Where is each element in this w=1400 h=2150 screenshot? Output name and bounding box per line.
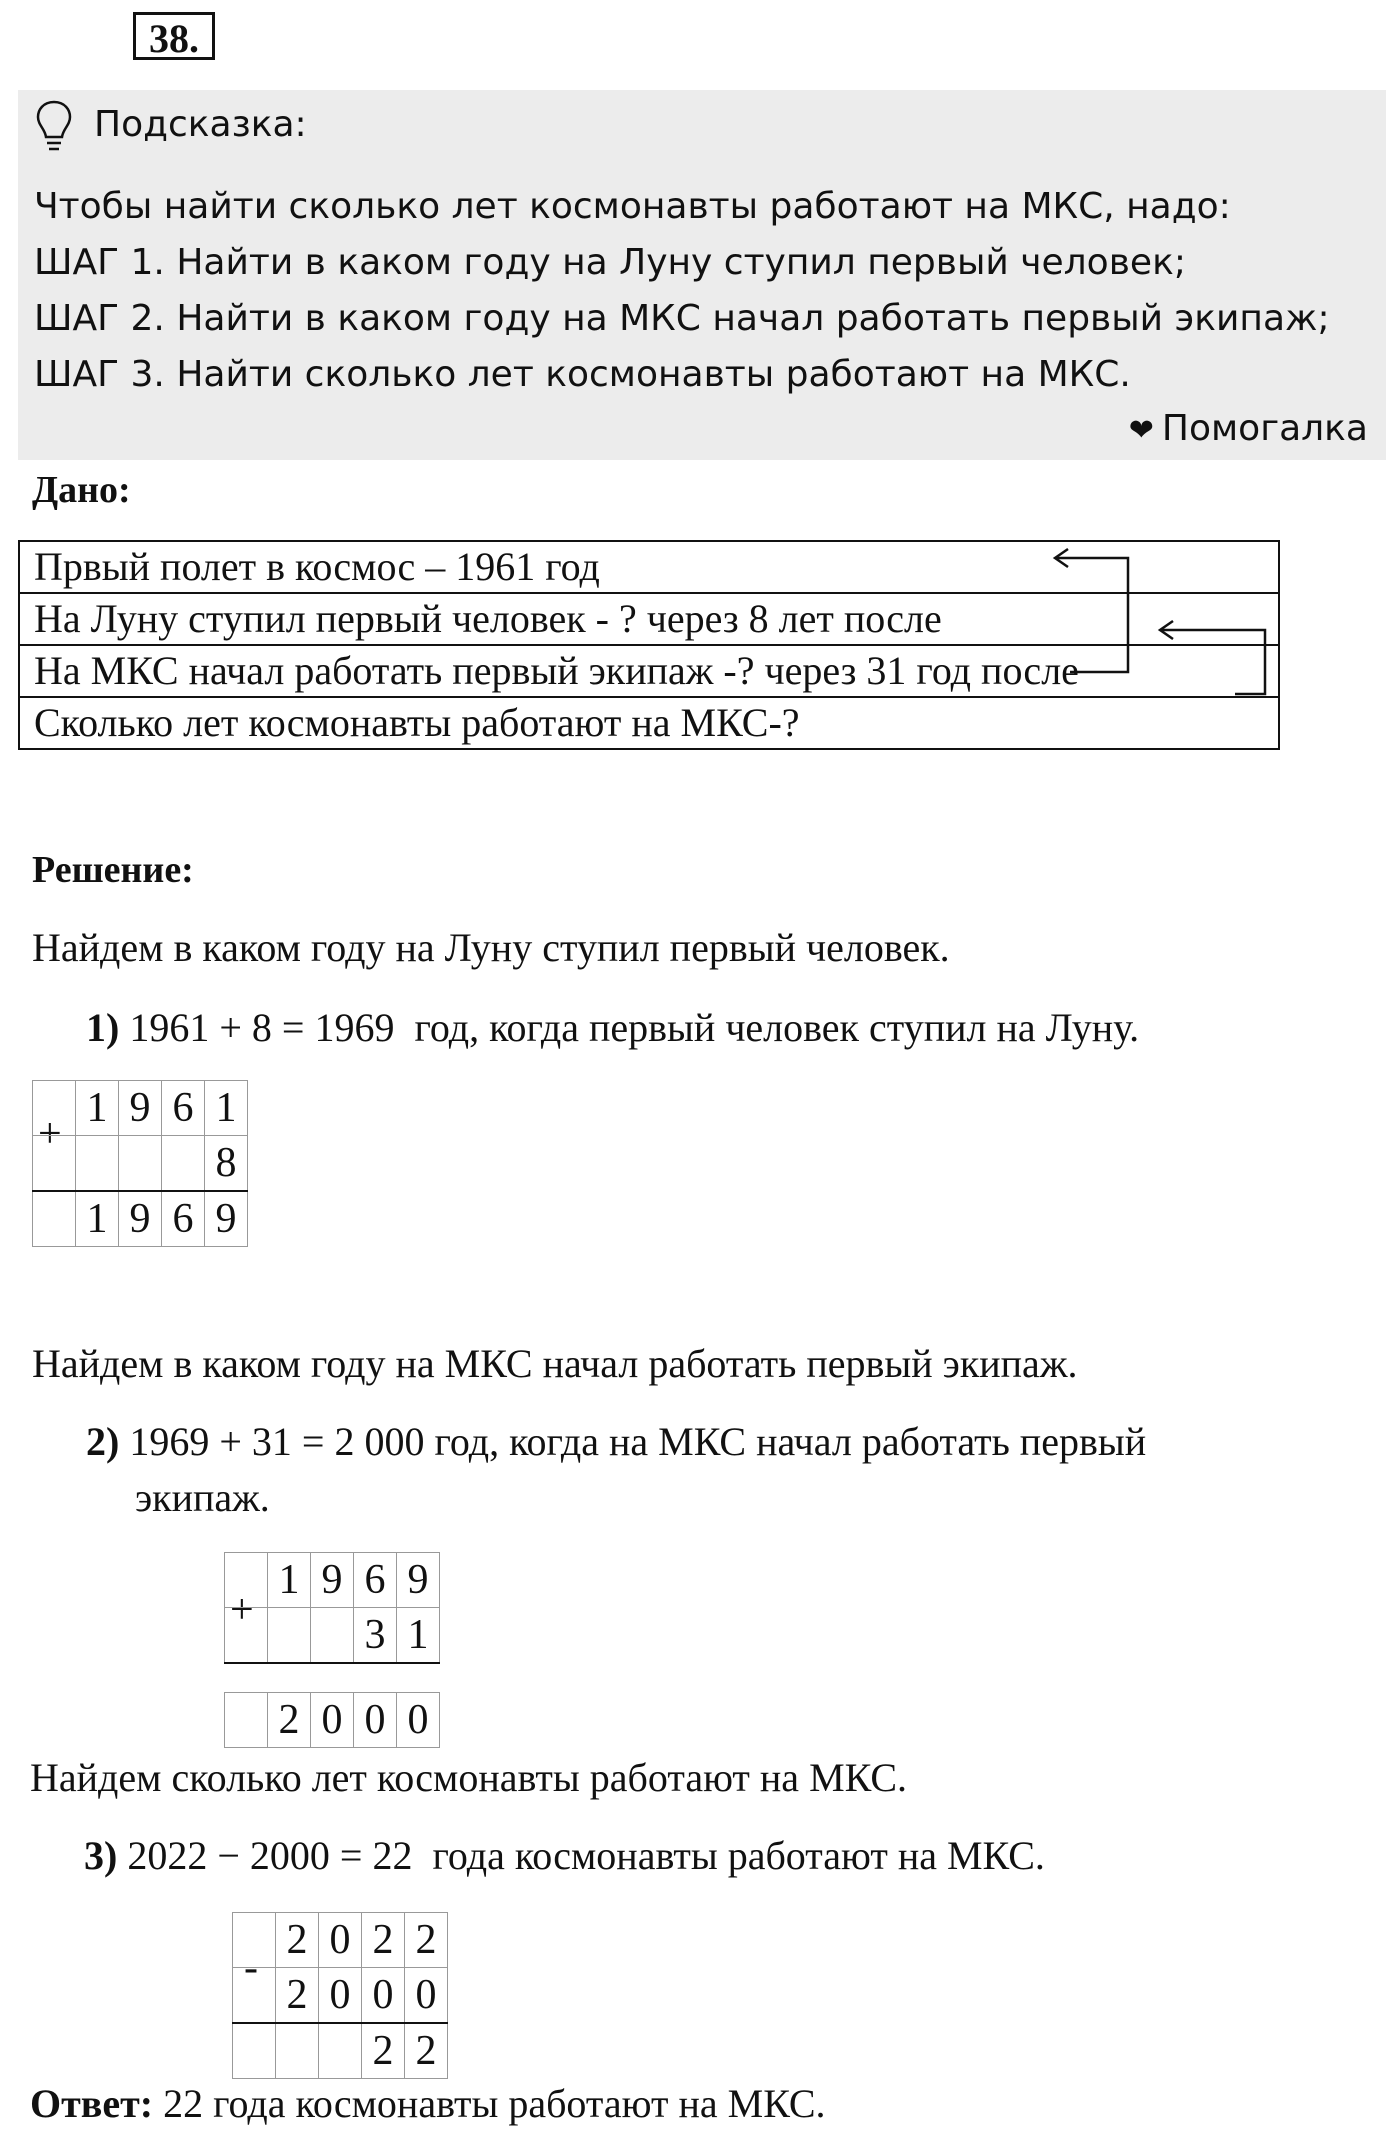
calc1-grid xyxy=(32,1080,248,1247)
grid-cell xyxy=(319,2023,362,2079)
grid-cell: 2 xyxy=(405,1913,448,1968)
calc2-grid xyxy=(224,1552,440,1664)
grid-cell: 1 xyxy=(76,1191,119,1247)
grid-cell xyxy=(33,1136,76,1192)
task-number: 38. xyxy=(133,12,215,60)
calc2-result xyxy=(224,1692,440,1748)
grid-cell xyxy=(268,1608,311,1664)
calc3-grid xyxy=(232,1912,448,2079)
grid-cell: 9 xyxy=(205,1191,248,1247)
grid-cell: 2 xyxy=(268,1693,311,1748)
given-row: На Луну ступил первый человек - ? через 8 лет после xyxy=(19,593,1279,645)
grid-cell xyxy=(276,2023,319,2079)
step-label: ШАГ 3. xyxy=(34,354,165,395)
grid-cell xyxy=(233,1968,276,2024)
grid-cell xyxy=(162,1136,205,1192)
grid-cell: 1 xyxy=(397,1608,440,1664)
grid-cell: 6 xyxy=(162,1191,205,1247)
step2-line: 2) 1969 + 31 = 2 000 год, когда на МКС начал работать первый xyxy=(86,1419,1147,1464)
hint-title: Подсказка: xyxy=(94,104,307,145)
hint-step-1: ШАГ 1. Найти в каком году на Луну ступил первый человек; xyxy=(34,242,1186,283)
brand-label: ❤ Помогалка xyxy=(1128,408,1368,449)
grid-cell xyxy=(33,1191,76,1247)
grid-cell xyxy=(233,1913,276,1968)
solution-title: Решение: xyxy=(32,849,194,891)
grid-cell: 9 xyxy=(119,1191,162,1247)
hint-intro: Чтобы найти сколько лет космонавты работают на МКС, надо: xyxy=(34,186,1231,227)
grid-cell: 0 xyxy=(362,1968,405,2024)
given-row: На МКС начал работать первый экипаж -? через 31 год после xyxy=(19,645,1279,697)
grid-cell xyxy=(119,1136,162,1192)
step3-line: 3) 2022 − 2000 = 22 года космонавты работают на МКС. xyxy=(84,1833,1045,1878)
grid-cell: 0 xyxy=(319,1913,362,1968)
grid-cell: 6 xyxy=(354,1553,397,1608)
minus-sign: - xyxy=(244,1945,258,1991)
grid-cell: 6 xyxy=(162,1081,205,1136)
grid-cell xyxy=(76,1136,119,1192)
grid-cell: 2 xyxy=(362,2023,405,2079)
grid-cell: 3 xyxy=(354,1608,397,1664)
grid-cell: 2 xyxy=(276,1968,319,2024)
grid-cell: 1 xyxy=(268,1553,311,1608)
plus-sign: + xyxy=(38,1111,62,1157)
grid-cell: 2 xyxy=(362,1913,405,1968)
given-title: Дано: xyxy=(32,469,131,511)
hint-step-2: ШАГ 2. Найти в каком году на МКС начал работать первый экипаж; xyxy=(34,298,1330,339)
given-row: Првый полет в космос – 1961 год xyxy=(19,541,1279,593)
grid-cell xyxy=(225,1693,268,1748)
answer-line: Ответ: 22 года космонавты работают на МКС. xyxy=(30,2081,826,2126)
step-label: ШАГ 1. xyxy=(34,242,165,283)
grid-cell: 1 xyxy=(205,1081,248,1136)
grid-cell xyxy=(225,1608,268,1664)
grid-cell: 9 xyxy=(397,1553,440,1608)
given-arrows xyxy=(0,0,1400,800)
step2-intro: Найдем в каком году на МКС начал работать первый экипаж. xyxy=(32,1341,1078,1386)
grid-cell xyxy=(225,1553,268,1608)
step1-intro: Найдем в каком году на Луну ступил первый человек. xyxy=(32,925,950,970)
grid-cell: 0 xyxy=(397,1693,440,1748)
given-row: Сколько лет космонавты работают на МКС-? xyxy=(19,697,1279,749)
step2-line-2: экипаж. xyxy=(135,1475,270,1520)
grid-cell: 1 xyxy=(76,1081,119,1136)
heart-icon: ❤ xyxy=(1128,413,1154,448)
step-label: ШАГ 2. xyxy=(34,298,165,339)
grid-cell: 2 xyxy=(276,1913,319,1968)
plus-sign: + xyxy=(230,1587,254,1633)
step3-intro: Найдем сколько лет космонавты работают на МКС. xyxy=(30,1755,907,1800)
hint-step-3: ШАГ 3. Найти сколько лет космонавты работают на МКС. xyxy=(34,354,1131,395)
grid-cell: 9 xyxy=(119,1081,162,1136)
grid-cell: 8 xyxy=(205,1136,248,1192)
grid-cell: 2 xyxy=(405,2023,448,2079)
grid-cell: 0 xyxy=(405,1968,448,2024)
grid-cell xyxy=(311,1608,354,1664)
grid-cell: 0 xyxy=(311,1693,354,1748)
step1-line: 1) 1961 + 8 = 1969 год, когда первый человек ступил на Луну. xyxy=(86,1005,1140,1050)
grid-cell xyxy=(233,2023,276,2079)
grid-cell: 0 xyxy=(354,1693,397,1748)
grid-cell xyxy=(33,1081,76,1136)
grid-cell: 9 xyxy=(311,1553,354,1608)
grid-cell: 0 xyxy=(319,1968,362,2024)
